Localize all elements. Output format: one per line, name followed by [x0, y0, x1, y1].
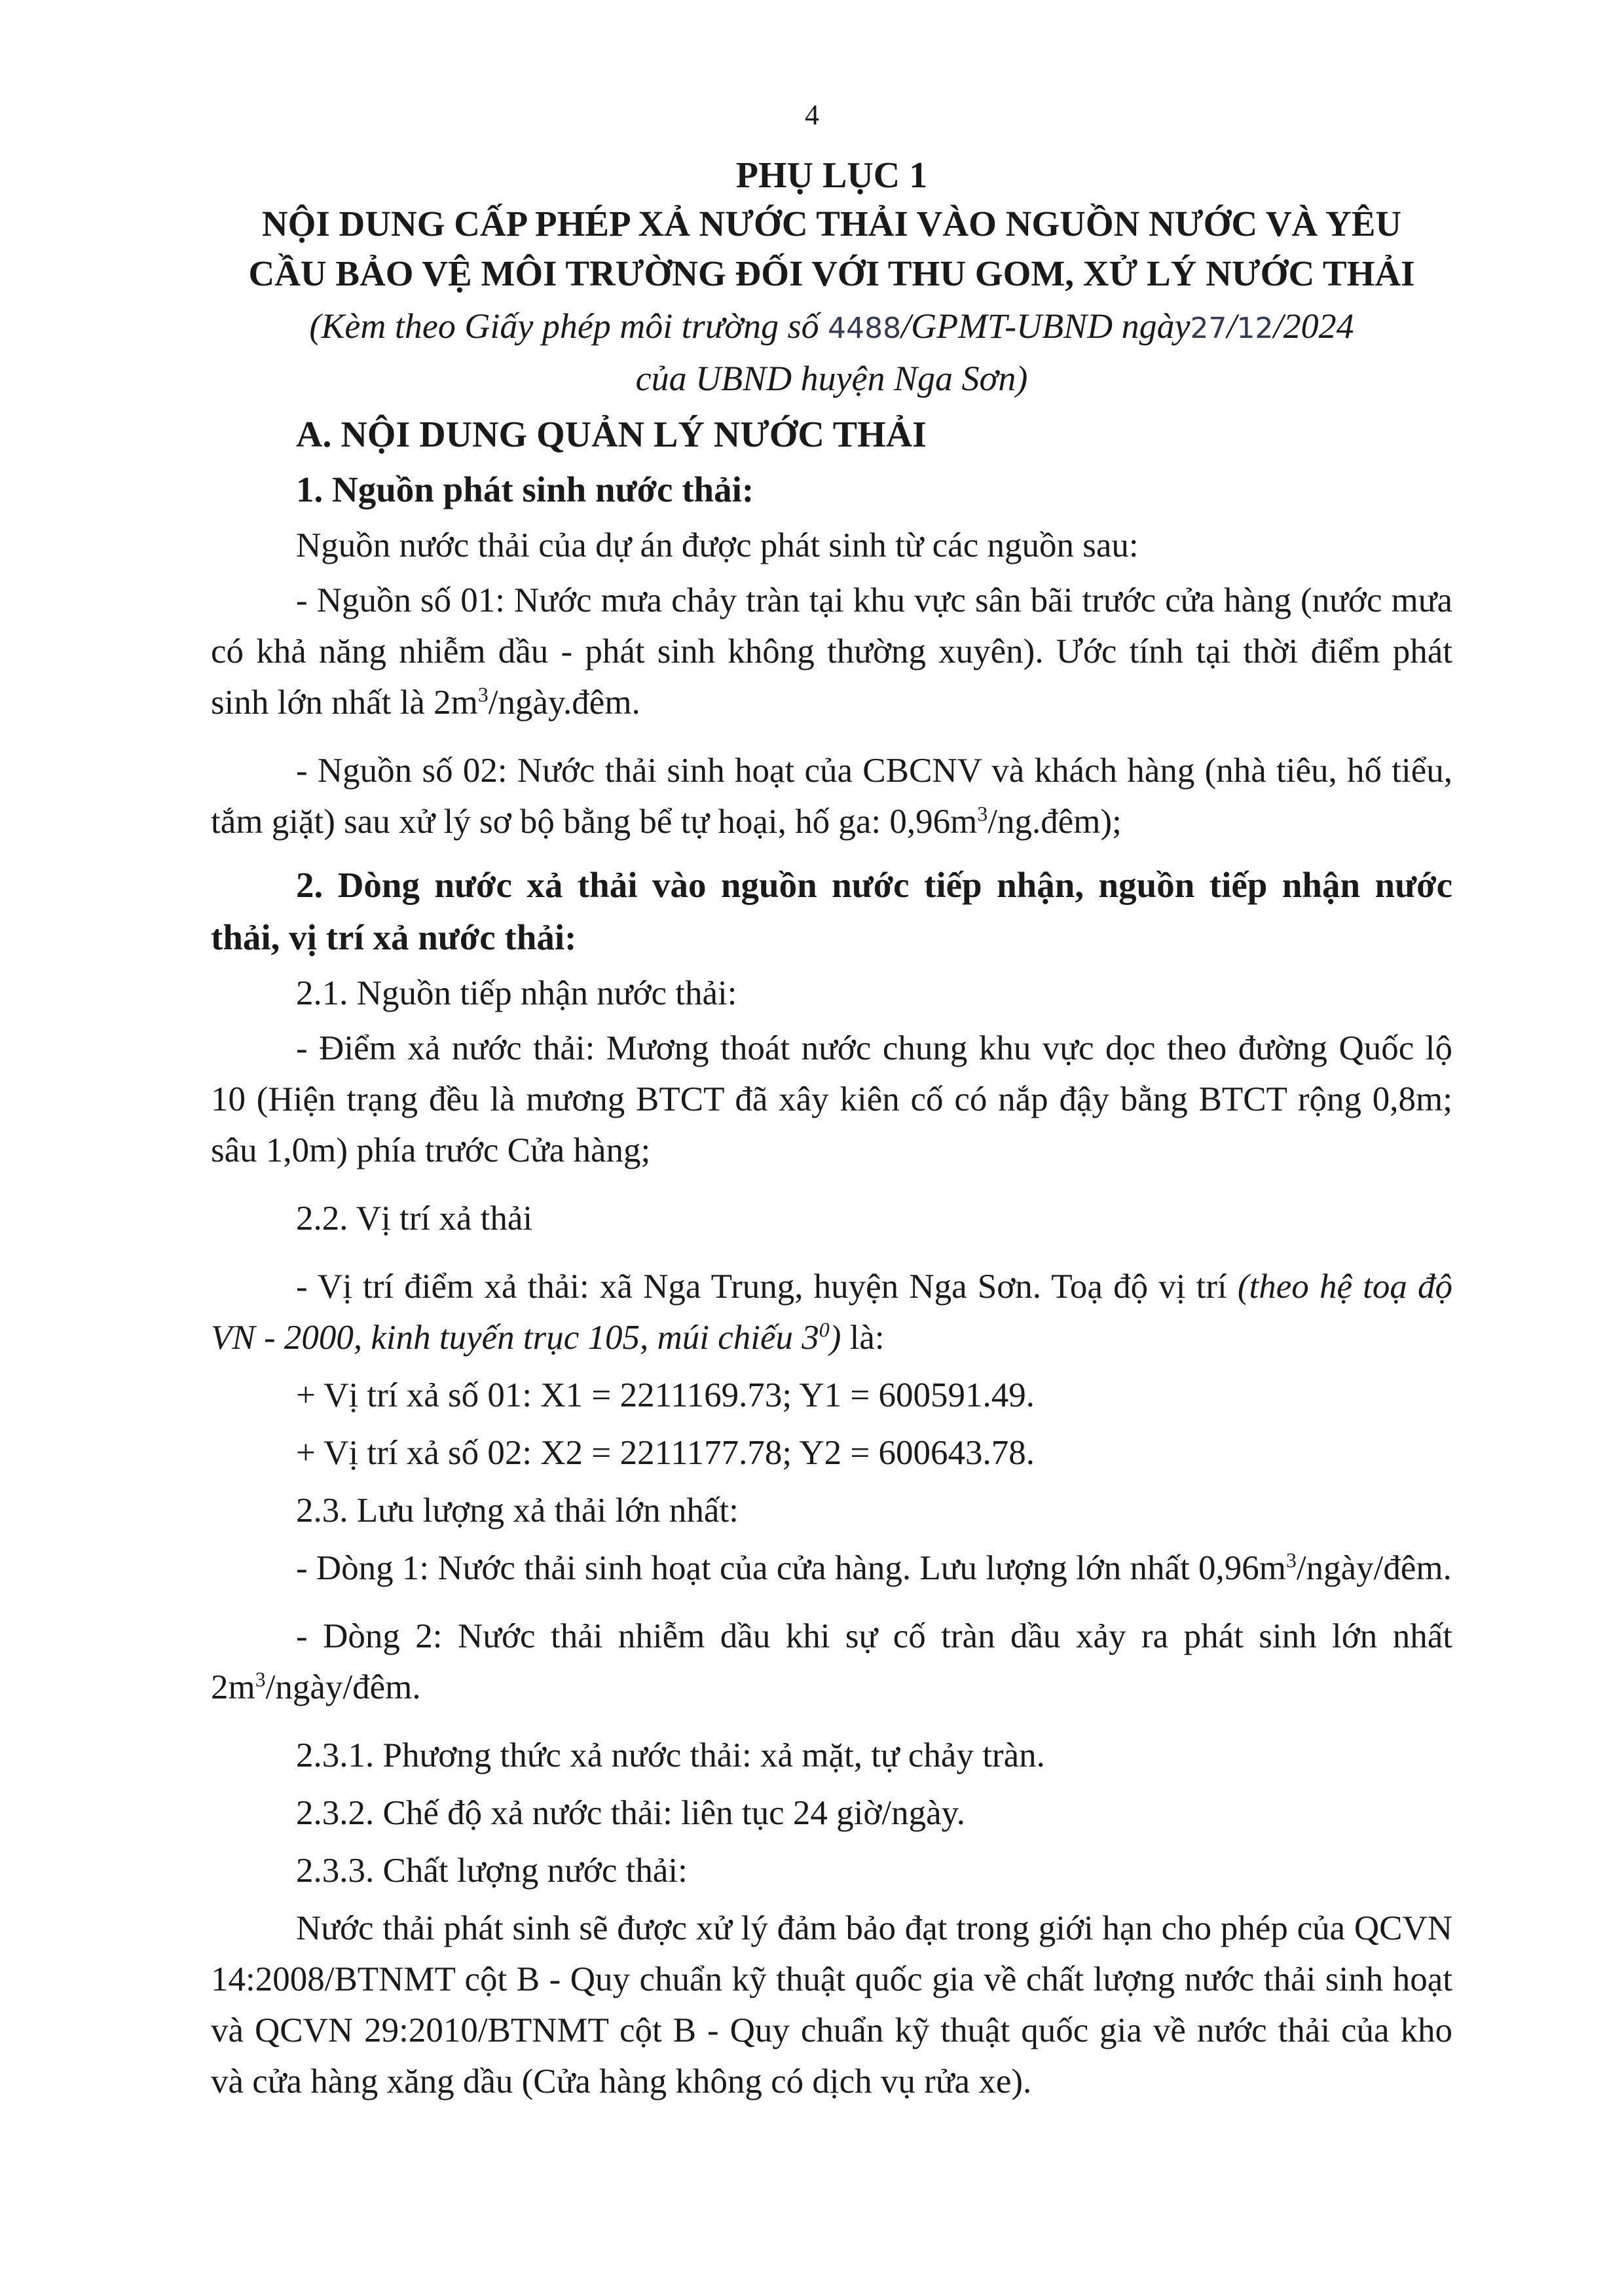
- handwritten-month: 12: [1236, 312, 1274, 345]
- flow-1-text: - Dòng 1: Nước thải sinh hoạt của cửa hàng. Lưu lượng lớn nhất 0,96m: [296, 1549, 1286, 1587]
- section-2-3-3: 2.3.3. Chất lượng nước thải:: [296, 1852, 688, 1890]
- discharge-point-paragraph: - Điểm xả nước thải: Mương thoát nước chung khu vực dọc theo đường Quốc lộ 10 (Hiện trạng đều là mương BTCT đã xây kiên cố có nắp đậy bằng BTCT rộng 0,8m; sâu 1,0m) phía trước Cửa hàng;: [211, 1029, 1452, 1169]
- source-2-text: - Nguồn số 02: Nước thải sinh hoạt của CBCNV và khách hàng (nhà tiêu, hố tiểu, tắm giặt) sau xử lý sơ bộ bằng bể tự hoại, hố ga: 0,96m: [211, 752, 1452, 841]
- coordinate-system-note: (theo hệ toạ độ VN - 2000, kinh tuyến trục 105, múi chiếu 3: [211, 1268, 1453, 1357]
- source-2-sup: 3: [977, 802, 988, 826]
- flow-2-paragraph: [211, 1611, 1452, 1713]
- document-body: [211, 152, 1452, 2107]
- discharge-location-paragraph: [211, 1261, 1452, 1363]
- date-separator: /: [1227, 306, 1237, 346]
- section-2-1-heading: 2.1. Nguồn tiếp nhận nước thải:: [296, 974, 737, 1012]
- coordinate-system-close: ): [829, 1319, 841, 1357]
- flow-1-unit: /ngày/đêm.: [1296, 1549, 1452, 1587]
- section-2-heading: 2. Dòng nước xả thải vào nguồn nước tiếp nhận, nguồn tiếp nhận nước thải, vị trí xả nước thải:: [211, 865, 1452, 957]
- attachment-prefix: (Kèm theo Giấy phép môi trường số: [309, 306, 828, 346]
- attachment-year: /2024: [1273, 306, 1354, 346]
- appendix-subtitle-line-2: CẦU BẢO VỆ MÔI TRƯỜNG ĐỐI VỚI THU GOM, XỬ LÝ NƯỚC THẢI: [248, 253, 1415, 293]
- discharge-point-2: + Vị trí xả số 02: X2 = 2211177.78; Y2 = 600643.78.: [296, 1434, 1035, 1472]
- section-2-3-heading: 2.3. Lưu lượng xả thải lớn nhất:: [296, 1492, 739, 1530]
- page-number: 4: [805, 99, 819, 131]
- source-2-unit: /ng.đêm);: [987, 803, 1122, 841]
- location-text: - Vị trí điểm xả thải: xã Nga Trung, huyện Nga Sơn. Toạ độ vị trí: [296, 1268, 1238, 1306]
- location-text-end: là:: [841, 1319, 885, 1357]
- flow-2-unit: /ngày/đêm.: [265, 1668, 421, 1706]
- attachment-middle: /GPMT-UBND ngày: [901, 306, 1190, 346]
- flow-1-sup: 3: [1285, 1549, 1297, 1572]
- discharge-point-1: + Vị trí xả số 01: X1 = 2211169.73; Y1 = 600591.49.: [296, 1376, 1035, 1414]
- source-1-text: - Nguồn số 01: Nước mưa chảy tràn tại khu vực sân bãi trước cửa hàng (nước mưa có khả năng nhiễm dầu - phát sinh không thường xuyên). Ước tính tại thời điểm phát sinh lớn nhất là 2m: [211, 581, 1452, 722]
- appendix-title: PHỤ LỤC 1: [735, 155, 928, 196]
- section-a-heading: A. NỘI DUNG QUẢN LÝ NƯỚC THẢI: [296, 414, 927, 455]
- handwritten-permit-number: 4488: [828, 312, 902, 345]
- flow-1-paragraph: [211, 1543, 1452, 1594]
- section-2-3-1: 2.3.1. Phương thức xả nước thải: xả mặt, tự chảy tràn.: [296, 1736, 1045, 1774]
- flow-2-text: - Dòng 2: Nước thải nhiễm dầu khi sự cố tràn dầu xảy ra phát sinh lớn nhất 2m: [211, 1617, 1452, 1706]
- section-1-heading: 1. Nguồn phát sinh nước thải:: [296, 469, 754, 509]
- section-1-intro: Nguồn nước thải của dự án được phát sinh từ các nguồn sau:: [296, 526, 1139, 564]
- source-1-sup: 3: [477, 683, 489, 706]
- attachment-note: [211, 301, 1452, 403]
- section-2-2-heading: 2.2. Vị trí xả thải: [296, 1200, 533, 1238]
- section-2-3-2: 2.3.2. Chế độ xả nước thải: liên tục 24 giờ/ngày.: [296, 1794, 965, 1832]
- appendix-subtitle-line-1: NỘI DUNG CẤP PHÉP XẢ NƯỚC THẢI VÀO NGUỒN NƯỚC VÀ YÊU: [261, 204, 1402, 244]
- handwritten-day: 27: [1190, 312, 1227, 345]
- flow-2-sup: 3: [255, 1668, 266, 1691]
- source-1-paragraph: [211, 575, 1452, 728]
- source-2-paragraph: [211, 745, 1452, 847]
- coordinate-system-sup: 0: [819, 1318, 830, 1342]
- source-1-unit: /ngày.đêm.: [488, 684, 640, 722]
- attachment-issuer: của UBND huyện Nga Sơn): [635, 359, 1028, 398]
- water-quality-paragraph: Nước thải phát sinh sẽ được xử lý đảm bảo đạt trong giới hạn cho phép của QCVN 14:2008/BTNMT cột B - Quy chuẩn kỹ thuật quốc gia về chất lượng nước thải sinh hoạt và QCVN 29:2010/BTNMT cột B - Quy chuẩn kỹ thuật quốc gia về nước thải của kho và cửa hàng xăng dầu (Cửa hàng không có dịch vụ rửa xe).: [211, 1909, 1452, 2100]
